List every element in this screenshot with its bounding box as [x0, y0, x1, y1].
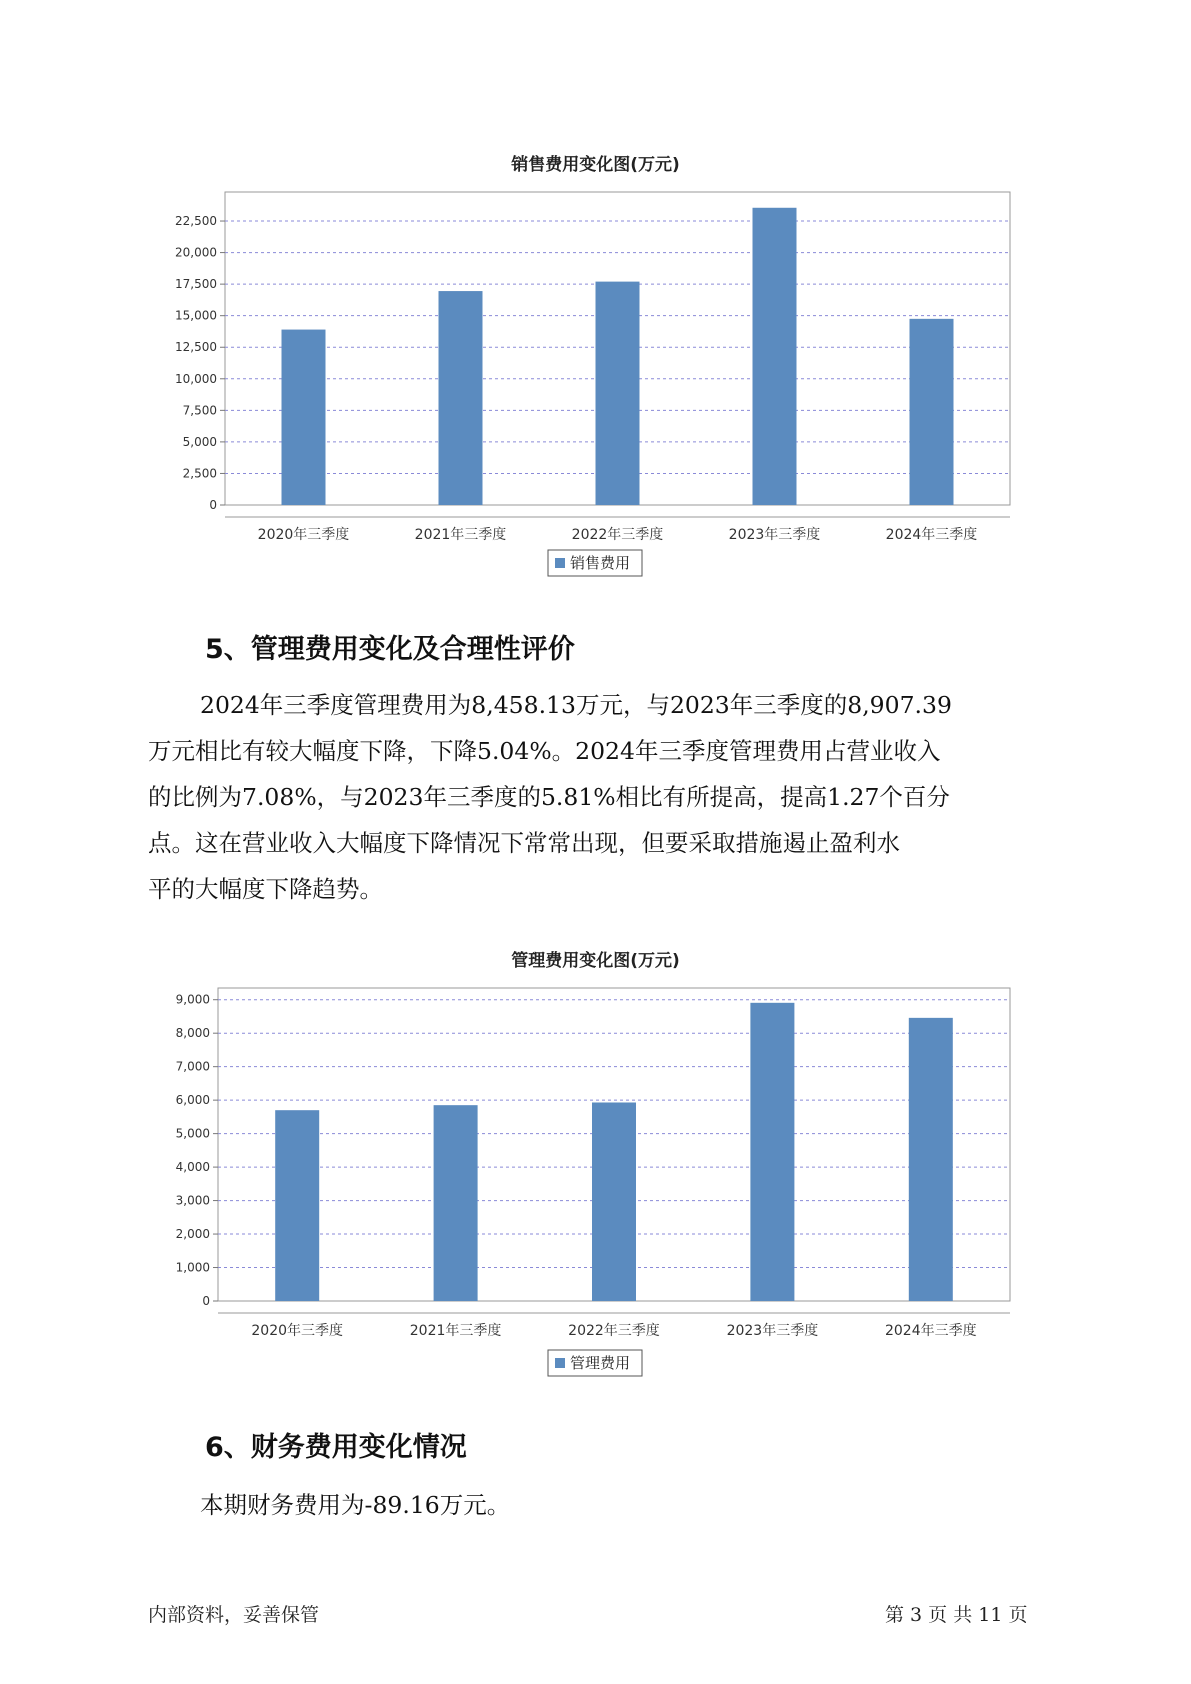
- section-6-heading: 6、财务费用变化情况: [205, 1432, 467, 1463]
- x-tick-label: 2023年三季度: [726, 1323, 819, 1339]
- paragraph-line: 本期财务费用为-89.16万元。: [200, 1491, 511, 1519]
- legend-swatch: [555, 558, 565, 568]
- paragraph-line: 平的大幅度下降趋势。: [148, 875, 383, 903]
- y-tick-label: 0: [209, 498, 217, 512]
- y-tick-label: 2,000: [175, 1227, 210, 1242]
- section-6-paragraph: [148, 1482, 1048, 1528]
- x-tick-label: 2024年三季度: [884, 1323, 977, 1339]
- y-tick-label: 10,000: [175, 371, 217, 386]
- y-tick-label: 2,500: [182, 466, 217, 481]
- y-tick-label: 22,500: [175, 214, 217, 229]
- section-5-paragraph: [148, 682, 1048, 912]
- paragraph-line: 点。这在营业收入大幅度下降情况下常常出现，但要采取措施遏止盈利水: [148, 829, 900, 857]
- x-tick-label: 2020年三季度: [257, 527, 350, 543]
- y-tick-label: 3,000: [175, 1193, 210, 1208]
- sales-expense-chart: [0, 180, 1191, 600]
- y-tick-label: 1,000: [175, 1260, 210, 1275]
- legend: [548, 1350, 642, 1376]
- y-tick-label: 8,000: [175, 1026, 210, 1041]
- y-tick-label: 17,500: [175, 277, 217, 292]
- y-tick-label: 5,000: [182, 434, 217, 449]
- y-tick-label: 4,000: [175, 1160, 210, 1175]
- x-tick-label: 2021年三季度: [409, 1323, 502, 1339]
- legend-swatch: [555, 1358, 565, 1368]
- paragraph-line: 2024年三季度管理费用为8,458.13万元，与2023年三季度的8,907.39: [200, 691, 952, 719]
- bar: [439, 291, 483, 505]
- bar: [910, 319, 954, 505]
- x-tick-label: 2021年三季度: [414, 527, 507, 543]
- bar: [753, 208, 797, 505]
- footer-page-number: 第 3 页 共 11 页: [885, 1604, 1028, 1626]
- y-tick-label: 6,000: [175, 1093, 210, 1108]
- paragraph-line: 的比例为7.08%，与2023年三季度的5.81%相比有所提高，提高1.27个百分: [148, 783, 950, 811]
- footer-confidential-note: 内部资料，妥善保管: [148, 1604, 320, 1626]
- y-tick-label: 20,000: [175, 245, 217, 260]
- y-tick-label: 5,000: [175, 1126, 210, 1141]
- bar: [909, 1018, 953, 1301]
- admin-expense-chart-title: 管理费用变化图(万元): [511, 951, 680, 971]
- bar: [592, 1102, 636, 1301]
- bar: [275, 1110, 319, 1301]
- y-tick-label: 12,500: [175, 340, 217, 355]
- section-5-heading: 5、管理费用变化及合理性评价: [205, 634, 575, 665]
- sales-expense-chart-title: 销售费用变化图(万元): [511, 155, 680, 175]
- x-tick-label: 2023年三季度: [728, 527, 821, 543]
- bar: [750, 1003, 794, 1301]
- x-tick-label: 2020年三季度: [251, 1323, 344, 1339]
- admin-expense-chart: [0, 978, 1191, 1398]
- bar: [596, 282, 640, 505]
- bar: [434, 1105, 478, 1301]
- legend-label: 销售费用: [570, 554, 631, 572]
- y-tick-label: 7,500: [182, 403, 217, 418]
- x-tick-label: 2022年三季度: [571, 527, 664, 543]
- legend: [548, 550, 642, 576]
- y-tick-label: 7,000: [175, 1059, 210, 1074]
- y-tick-label: 15,000: [175, 308, 217, 323]
- bar: [282, 330, 326, 505]
- paragraph-line: 万元相比有较大幅度下降，下降5.04%。2024年三季度管理费用占营业收入: [148, 737, 941, 765]
- legend-label: 管理费用: [570, 1354, 631, 1372]
- y-tick-label: 9,000: [175, 992, 210, 1007]
- x-tick-label: 2022年三季度: [568, 1323, 660, 1339]
- x-tick-label: 2024年三季度: [885, 527, 978, 543]
- y-tick-label: 0: [202, 1294, 210, 1308]
